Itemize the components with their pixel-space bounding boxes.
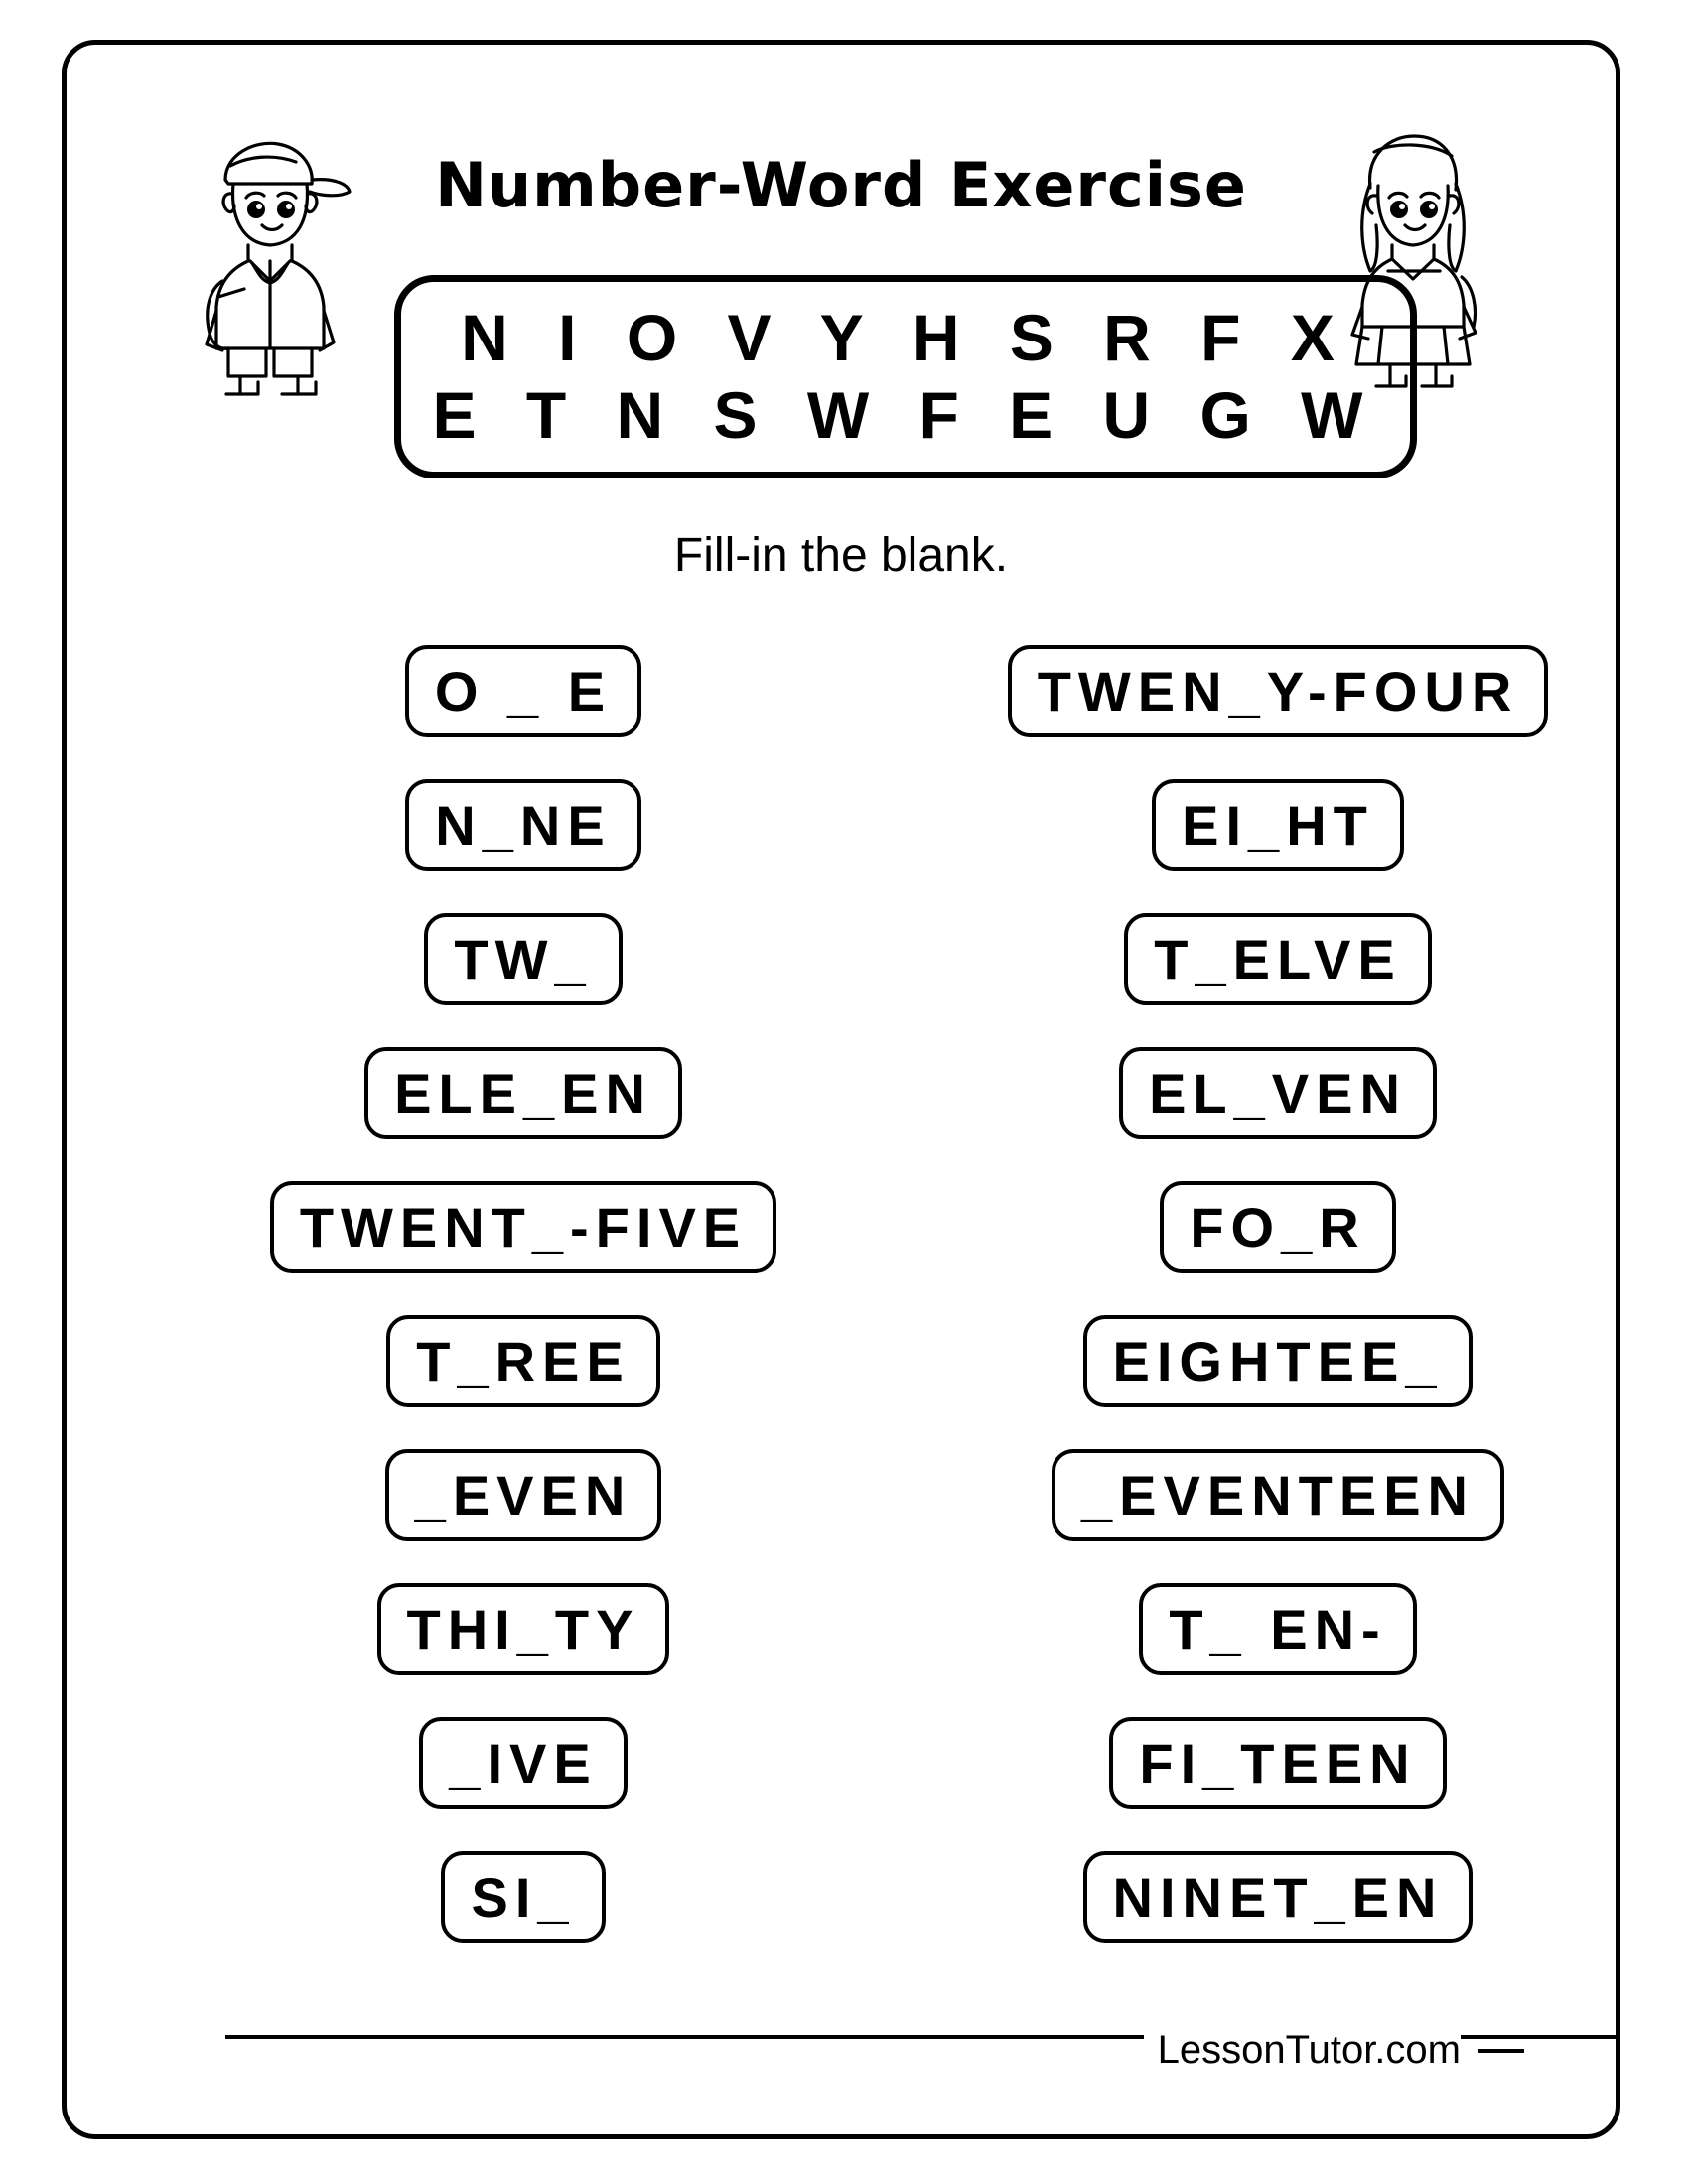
footer xyxy=(1144,2028,1524,2073)
word-pill[interactable]: THI_TY xyxy=(377,1583,670,1675)
footer-dash xyxy=(1478,2049,1524,2053)
word-pill[interactable]: T_ELVE xyxy=(1124,913,1431,1005)
word-pill[interactable]: NINET_EN xyxy=(1083,1851,1474,1943)
instruction-text: Fill-in the blank. xyxy=(673,529,1009,582)
brand-label: LessonTutor.com xyxy=(1144,2028,1461,2073)
page-title: Number-Word Exercise xyxy=(435,149,1247,221)
word-pill[interactable]: EIGHTEE_ xyxy=(1083,1315,1474,1407)
word-pill[interactable]: TW_ xyxy=(424,913,622,1005)
word-column-right xyxy=(901,645,1655,1985)
word-pill[interactable]: ELE_EN xyxy=(364,1047,682,1139)
word-pill[interactable]: EI_HT xyxy=(1152,779,1404,871)
letter-bank xyxy=(394,275,1417,478)
word-pill[interactable]: TWEN_Y-FOUR xyxy=(1008,645,1549,737)
word-pill[interactable]: T_REE xyxy=(386,1315,660,1407)
word-pill[interactable]: T_ EN- xyxy=(1139,1583,1416,1675)
word-pill[interactable]: _IVE xyxy=(419,1717,627,1809)
word-pill[interactable]: FI_TEEN xyxy=(1109,1717,1446,1809)
word-pill[interactable]: FO_R xyxy=(1160,1181,1395,1273)
letter-bank-row-2: E T N S W F E U G W xyxy=(432,377,1379,452)
word-pill[interactable]: O _ E xyxy=(405,645,641,737)
word-pill[interactable]: N_NE xyxy=(405,779,640,871)
letter-bank-row-1: N I O V Y H S R F X xyxy=(461,300,1350,374)
word-column-left xyxy=(146,645,901,1985)
word-pill[interactable]: SI_ xyxy=(441,1851,605,1943)
word-pill[interactable]: _EVENTEEN xyxy=(1052,1449,1504,1541)
word-pill[interactable]: _EVEN xyxy=(385,1449,662,1541)
worksheet-page xyxy=(62,40,1620,2139)
word-pill[interactable]: TWENT_-FIVE xyxy=(270,1181,776,1273)
word-pill[interactable]: EL_VEN xyxy=(1119,1047,1437,1139)
boy-with-backpack-illustration xyxy=(171,122,369,405)
